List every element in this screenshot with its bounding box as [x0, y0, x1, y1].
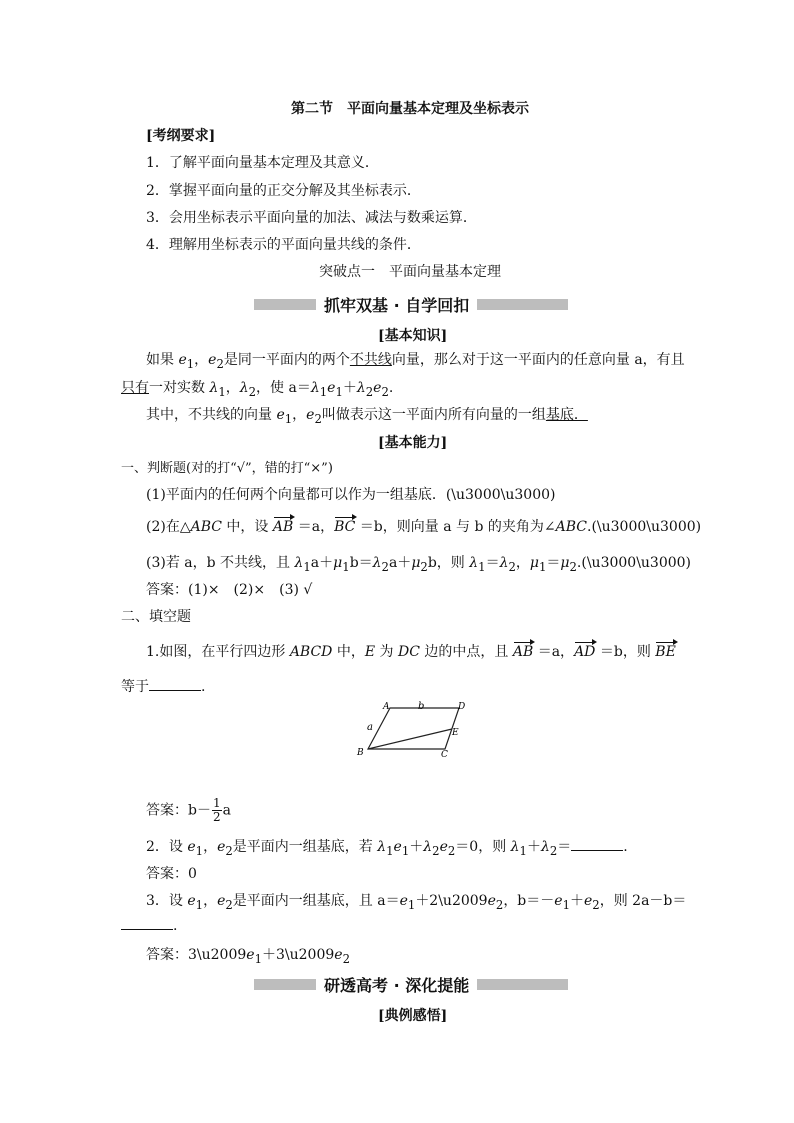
requirement-item: 2．掌握平面向量的正交分解及其坐标表示．	[146, 183, 421, 199]
fill-header: 二、填空题	[121, 609, 191, 625]
basis-definition: 其中，不共线的向量 $e_1$，$e_2$叫做表示这一平面内所有向量的一组基底．	[146, 407, 588, 426]
segment-be	[368, 729, 452, 749]
judge-question-2: (2)在△ABC 中，设 AB ＝a，BC ＝b，则向量 a 与 b 的夹角为∠ABC.(\u3000\u3000)	[146, 519, 702, 535]
parallelogram-shape	[368, 708, 459, 749]
requirement-item: 4．理解用坐标表示的平面向量共线的条件．	[146, 237, 421, 253]
page-title: 第二节 平面向量基本定理及坐标表示	[291, 101, 529, 117]
label-vector-a: a	[367, 722, 373, 733]
parallelogram-figure	[350, 698, 470, 762]
theorem-text-line2: 只有一对实数 $\lambda_1$，$\lambda_2$，使 $a=\lambda_1e_1+\lambda_2e_2$.	[121, 380, 394, 399]
fill-question-3-tail: .	[121, 917, 177, 934]
fill-answer-3: 答案：$3\backslash u2009e_1+3\backslash u2009e_2$	[146, 947, 350, 966]
basic-ability-header: [基本能力]	[378, 435, 448, 451]
banner-basic	[254, 294, 568, 314]
judge-answer: 答案：(1)× (2)× (3) √	[146, 582, 313, 598]
fill-answer-2: 答案：0	[146, 866, 197, 882]
fill-answer-1: 答案：b－ $\frac{1}{2}$ a	[146, 796, 231, 824]
section-title: 突破点一 平面向量基本定理	[319, 264, 501, 280]
fill-question-1: 1.如图，在平行四边形 ABCD 中，E 为 DC 边的中点，且 AB ＝a，AD ＝b，则 BE	[146, 644, 676, 660]
theorem-text-line1: 如果 $e_1$，$e_2$是同一平面内的两个不共线向量，那么对于这一平面内的任意向量 a，有且	[146, 352, 685, 371]
requirement-item: 3．会用坐标表示平面向量的加法、减法与数乘运算．	[146, 210, 477, 226]
label-c-point: C	[441, 750, 448, 760]
label-vector-b: b	[418, 701, 425, 712]
judge-question-1: (1)平面内的任何两个向量都可以作为一组基底．(\u3000\u3000)	[146, 487, 556, 503]
fill-question-3: 3．设 $e_1$，$e_2$是平面内一组基底，且 $a=e_1+2\backslash u2009e_2$，$b=-e_1+e_2$，则 2a－b＝	[146, 893, 687, 912]
banner-advanced	[254, 974, 568, 994]
judge-question-3: (3)若 a，b 不共线，且 $\lambda_1a+\mu_1b=\lambda_2a+\mu_2b$，则 $\lambda_1=\lambda_2$，$\mu_1=\mu_2.(\backslash u3000\backslash u3000)$	[146, 555, 692, 574]
kaogang-header: [考纲要求]	[146, 128, 216, 144]
typical-header: [典例感悟]	[378, 1008, 448, 1024]
banner-advanced-label: 研透高考 · 深化提能	[324, 975, 470, 995]
label-b-point: B	[357, 748, 364, 758]
label-e-point: E	[452, 728, 459, 738]
basic-knowledge-header: [基本知识]	[378, 328, 448, 344]
banner-basic-label: 抓牢双基 · 自学回扣	[324, 295, 470, 315]
label-a-point: A	[383, 702, 390, 712]
fill-question-1-tail: 等于 .	[121, 679, 206, 695]
label-d-point: D	[458, 702, 466, 712]
requirement-item: 1．了解平面向量基本定理及其意义．	[146, 155, 379, 171]
fill-question-2: 2．设 $e_1$，$e_2$是平面内一组基底，若 $\lambda_1e_1+\lambda_2e_2=0$，则 $\lambda_1+\lambda_2=$ .	[146, 839, 628, 858]
judge-header: 一、判断题(对的打“√”，错的打“×”)	[121, 461, 333, 476]
